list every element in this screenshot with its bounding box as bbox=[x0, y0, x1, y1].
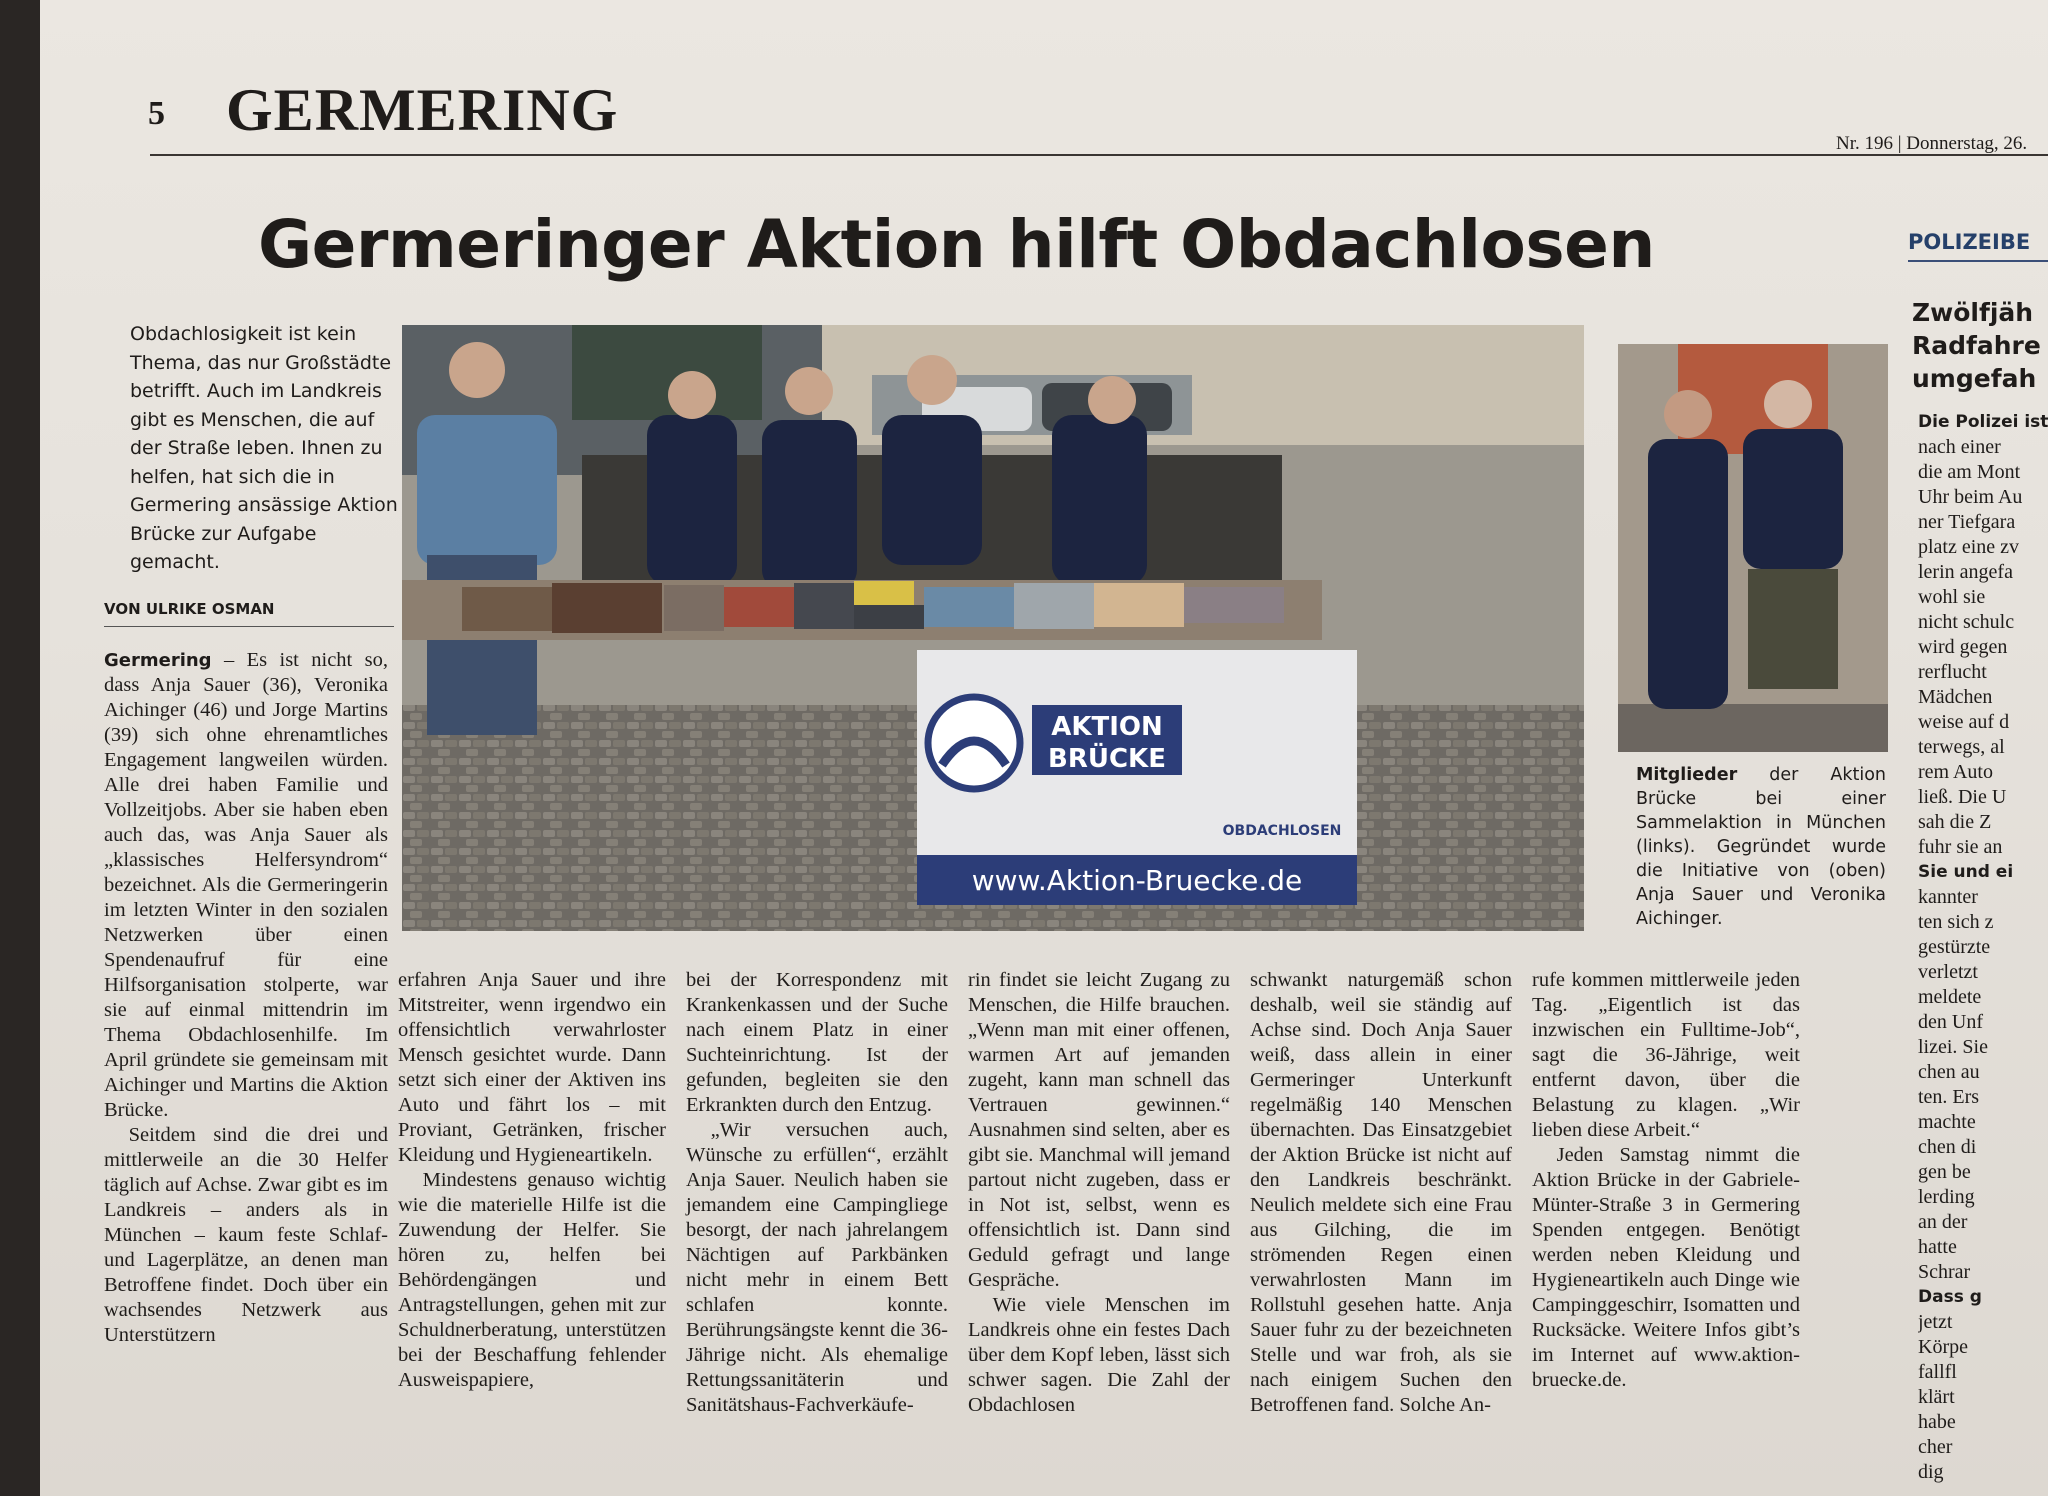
col4-p1: rin findet sie leicht Zugang zu Menschen, die Hilfe brauchen. „Wenn man mit einer offenen, warmen Art auf jemanden zugeht, kann man schnell das Vertrauen gewinnen.“ Ausnahmen sind selten, aber es gibt sie. Manchmal will jemand partout nicht zugeben, dass er in Not ist, selbst, wenn es offensichtlich ist. Dann sind Geduld gefragt und lange Gespräche. bbox=[968, 969, 1230, 1291]
article-column-4 bbox=[968, 968, 1230, 1418]
col3-p2: „Wir versuchen auch, Wünsche zu erfüllen“, erzählt Anja Sauer. Neulich haben sie jemandem eine Campingliege besorgt, der nach jahrelangem Nächtigen auf Parkbänken nicht mehr in einem Bett schlafen konnte. Berührungsängste kennt die 36-Jährige nicht. Als ehemalige Rettungssanitäterin und Sanitätshaus-Fachverkäufe- bbox=[686, 1119, 948, 1416]
rail-line: lizei. Sie bbox=[1918, 1036, 1988, 1058]
banner-url: www.Aktion-Bruecke.de bbox=[971, 864, 1303, 897]
rail-line: weise auf d bbox=[1918, 711, 2010, 733]
banner-subline: OBDACHLOSEN bbox=[1222, 823, 1342, 839]
rail-line: nicht schulc bbox=[1918, 611, 2015, 633]
issue-info: Nr. 196 | Donnerstag, 26. bbox=[1836, 133, 2028, 154]
rail-line: lerin angefa bbox=[1918, 561, 2013, 583]
rail-section-title: POLIZEIBE bbox=[1908, 230, 2048, 262]
rail-line: lerding bbox=[1918, 1186, 1975, 1208]
rail-headline bbox=[1912, 296, 2048, 395]
rail-line: dig bbox=[1918, 1461, 1944, 1483]
rail-line: ließ. Die U bbox=[1918, 786, 2007, 808]
rail-line: nach einer bbox=[1918, 436, 2001, 458]
rail-line: hatte bbox=[1918, 1236, 1957, 1258]
rail-line: ten sich z bbox=[1918, 911, 1994, 933]
photo-caption bbox=[1636, 763, 1886, 931]
rail-line: wird gegen bbox=[1918, 636, 2008, 658]
caption-lead: Mitglieder bbox=[1636, 765, 1738, 785]
banner-name-line1: AKTION bbox=[1051, 712, 1163, 742]
rail-line: wohl sie bbox=[1918, 586, 1986, 608]
rail-line: Sie und ei bbox=[1918, 862, 2014, 882]
rail-line: ner Tiefgara bbox=[1918, 511, 2016, 533]
col1-p2: Seitdem sind die drei und mittlerweile an die 30 Helfer täglich auf Achse. Zwar gibt es im Landkreis – anders als in München – kaum feste Schlaf- und Lagerplätze, an denen man Betroffene findet. Doch über ein wachsendes Netzwerk aus Unterstützern bbox=[104, 1124, 388, 1346]
side-photo-illustration bbox=[1618, 344, 1888, 752]
rail-line: Uhr beim Au bbox=[1918, 486, 2023, 508]
rail-article-body bbox=[1918, 410, 2048, 1485]
rail-line: sah die Z bbox=[1918, 811, 1992, 833]
rail-line: Schrar bbox=[1918, 1261, 1971, 1283]
rail-line: die am Mont bbox=[1918, 461, 2021, 483]
article-headline: Germeringer Aktion hilft Obdachlosen bbox=[258, 206, 1655, 283]
article-column-1 bbox=[104, 648, 388, 1348]
col6-p1: rufe kommen mittlerweile jeden Tag. „Eigentlich ist das inzwischen ein Fulltime-Job“, sagt die 36-Jährige, weit entfernt davon, über die Belastung zu klagen. „Wir lieben diese Arbeit.“ bbox=[1532, 969, 1800, 1141]
article-byline: VON ULRIKE OSMAN bbox=[104, 600, 394, 627]
article-dateline: Germering bbox=[104, 650, 212, 671]
article-column-2 bbox=[398, 968, 666, 1393]
rail-line: chen di bbox=[1918, 1136, 1977, 1158]
col3-p1: bei der Korrespondenz mit Krankenkassen und der Suche nach einem Platz in einer Suchteinrichtung. Ist der gefunden, begleiten sie den Erkrankten durch den Entzug. bbox=[686, 969, 948, 1116]
main-photo bbox=[402, 325, 1584, 931]
side-photo bbox=[1618, 344, 1888, 752]
rail-headline-line: Zwölfjäh bbox=[1912, 298, 2034, 327]
banner-name-line2: BRÜCKE bbox=[1048, 744, 1166, 774]
rail-line: fallfl bbox=[1918, 1361, 1957, 1383]
section-title: GERMERING bbox=[226, 77, 619, 143]
article-column-5 bbox=[1250, 968, 1512, 1418]
rail-line: terwegs, al bbox=[1918, 736, 2005, 758]
rail-headline-line: Radfahre bbox=[1912, 331, 2041, 360]
rail-line: an der bbox=[1918, 1211, 1968, 1233]
rail-line: meldete bbox=[1918, 986, 1982, 1008]
page-number: 5 bbox=[148, 95, 165, 132]
rail-line: Die Polizei ist bbox=[1918, 412, 2048, 432]
rail-line: klärt bbox=[1918, 1386, 1955, 1408]
rail-line: gen be bbox=[1918, 1161, 1971, 1183]
col2-p1: erfahren Anja Sauer und ihre Mitstreiter, wenn irgendwo ein offensichtlich verwahrloster Mensch gesichtet wurde. Dann setzt sich einer der Aktiven ins Auto und fährt los – mit Proviant, Getränken, frischer Kleidung und Hygieneartikeln. bbox=[398, 969, 666, 1166]
col2-p2: Mindestens genauso wichtig wie die materielle Hilfe ist die Zuwendung der Helfer. Sie hören zu, helfen bei Behördengängen und Antragstellungen, gehen mit zur Schuldnerberatung, unterstützen bei der Beschaffung fehlender Ausweispapiere, bbox=[398, 1169, 666, 1391]
col1-p1: – Es ist nicht so, dass Anja Sauer (36), Veronika Aichinger (46) und Jorge Martins (39) sich ohne ehrenamtliches Engagement langweilen würden. Alle drei haben Familie und Vollzeitjobs. Aber sie haben eben auch das, was Anja Sauer als „klassisches Helfersyndrom“ bezeichnet. Als die Germeringerin im letzten Winter in den sozialen Netzwerken über einen Spendenaufruf für eine Hilfsorganisation stolperte, war sie auf einmal mittendrin im Thema Obdachlosenhilfe. Im April gründete sie gemeinsam mit Aichinger und Martins die Aktion Brücke. bbox=[104, 649, 388, 1121]
rail-line: cher bbox=[1918, 1436, 1953, 1458]
rail-line: jetzt bbox=[1918, 1311, 1953, 1333]
rail-line: Mädchen bbox=[1918, 686, 1993, 708]
rail-line: platz eine zv bbox=[1918, 536, 2020, 558]
rail-line: habe bbox=[1918, 1411, 1956, 1433]
col5-p1: schwankt naturgemäß schon deshalb, weil sie ständig auf Achse sind. Doch Anja Sauer weiß, dass allein in einer Germeringer Unterkunft regelmäßig 140 Menschen übernachten. Das Einsatzgebiet der Aktion Brücke ist nicht auf den Landkreis beschränkt. Neulich meldete sich eine Frau aus Gilching, die im strömenden Regen einen verwahrlosten Mann im Rollstuhl gesehen hatte. Anja Sauer fuhr zu der bezeichneten Stelle und war froh, als sie nach einigem Suchen den Betroffenen fand. Solche An- bbox=[1250, 969, 1512, 1416]
article-lead: Obdachlosigkeit ist kein Thema, das nur Großstädte betrifft. Auch im Landkreis gibt es Menschen, die auf der Straße leben. Ihnen zu helfen, hat sich die in Germering ansässige Aktion Brücke zur Aufgabe gemacht. bbox=[130, 323, 398, 573]
rail-line: machte bbox=[1918, 1111, 1976, 1133]
rail-line: ten. Ers bbox=[1918, 1086, 1980, 1108]
caption-text: der Aktion Brücke bei einer Sammelaktion in München (links). Gegründet wurde die Initiative von (oben) Anja Sauer und Veronika Aichinger. bbox=[1636, 765, 1886, 929]
rail-line: den Unf bbox=[1918, 1011, 1983, 1033]
rail-line: kannter bbox=[1918, 886, 1978, 908]
main-photo-illustration bbox=[402, 325, 1584, 931]
article-column-6 bbox=[1532, 968, 1800, 1393]
rail-line: gestürzte bbox=[1918, 936, 1991, 958]
header-rule bbox=[150, 154, 2048, 156]
rail-line: fuhr sie an bbox=[1918, 836, 2003, 858]
rail-line: rerflucht bbox=[1918, 661, 1987, 683]
rail-line: rem Auto bbox=[1918, 761, 1993, 783]
rail-line: Dass g bbox=[1918, 1287, 1982, 1307]
rail-headline-line: umgefah bbox=[1912, 364, 2037, 393]
article-column-3 bbox=[686, 968, 948, 1418]
rail-line: chen au bbox=[1918, 1061, 1980, 1083]
rail-line: verletzt bbox=[1918, 961, 1978, 983]
col4-p2: Wie viele Menschen im Landkreis ohne ein festes Dach über dem Kopf leben, lässt sich schwer sagen. Die Zahl der Obdachlosen bbox=[968, 1294, 1230, 1416]
col6-p2: Jeden Samstag nimmt die Aktion Brücke in der Gabriele-Münter-Straße 3 in Germering Spenden entgegen. Benötigt werden neben Kleidung und Hygieneartikeln auch Dinge wie Campinggeschirr, Isomatten und Rucksäcke. Weitere Infos gibt’s im Internet auf www.aktion-bruecke.de. bbox=[1532, 1144, 1800, 1391]
rail-line: Körpe bbox=[1918, 1336, 1968, 1358]
